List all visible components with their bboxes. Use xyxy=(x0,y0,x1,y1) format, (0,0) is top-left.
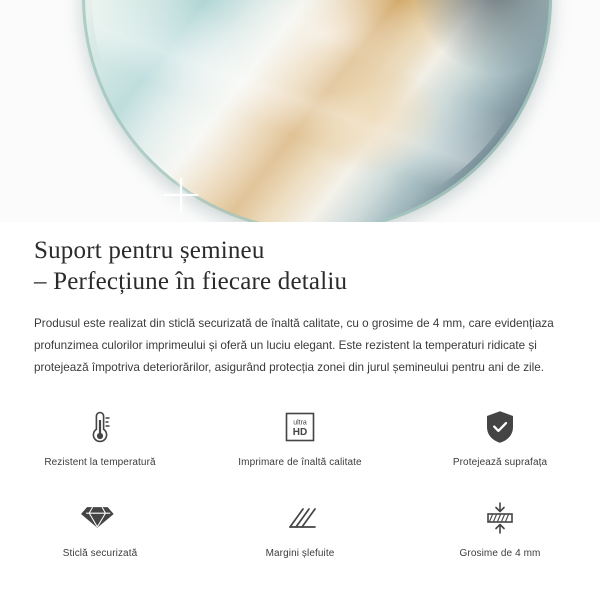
feature-label: Margini șlefuite xyxy=(265,548,335,559)
description-paragraph: Produsul este realizat din sticlă securizată de înaltă calitate, cu o grosime de 4 mm, care evidențiaza profunzimea culorilor imprimeului și oferă un luciu elegant. Este rezistent la temperaturi ridicate și protejează împotriva deteriorărilor, asigurând protecția zonei din jurul șemineului pentru ani de zile. xyxy=(34,317,554,374)
feature-label: Sticlă securizată xyxy=(62,548,138,559)
content-block xyxy=(0,222,600,379)
diamond-icon xyxy=(78,496,122,540)
feature-item xyxy=(400,496,600,559)
ultra-hd-icon xyxy=(278,405,322,449)
page-title xyxy=(0,222,600,297)
feature-item xyxy=(0,405,200,468)
feature-grid xyxy=(0,405,600,559)
svg-text:ultra: ultra xyxy=(293,419,307,427)
feature-label: Imprimare de înaltă calitate xyxy=(238,457,362,468)
feature-item xyxy=(200,496,400,559)
thermometer-icon xyxy=(78,405,122,449)
hero-image xyxy=(0,0,600,222)
polished-edges-icon xyxy=(278,496,322,540)
shield-check-icon xyxy=(478,405,522,449)
thickness-4mm-icon xyxy=(478,496,522,540)
svg-text:HD: HD xyxy=(292,427,308,438)
feature-label: Protejează suprafața xyxy=(452,457,548,468)
feature-label: Grosime de 4 mm xyxy=(459,548,541,559)
feature-item xyxy=(0,496,200,559)
feature-item xyxy=(400,405,600,468)
feature-label: Rezistent la temperatură xyxy=(44,457,156,468)
headline-line-1: Suport pentru șemineu xyxy=(34,237,265,264)
headline-line-2: – Perfecțiune în fiecare detaliu xyxy=(34,268,348,295)
feature-item xyxy=(200,405,400,468)
